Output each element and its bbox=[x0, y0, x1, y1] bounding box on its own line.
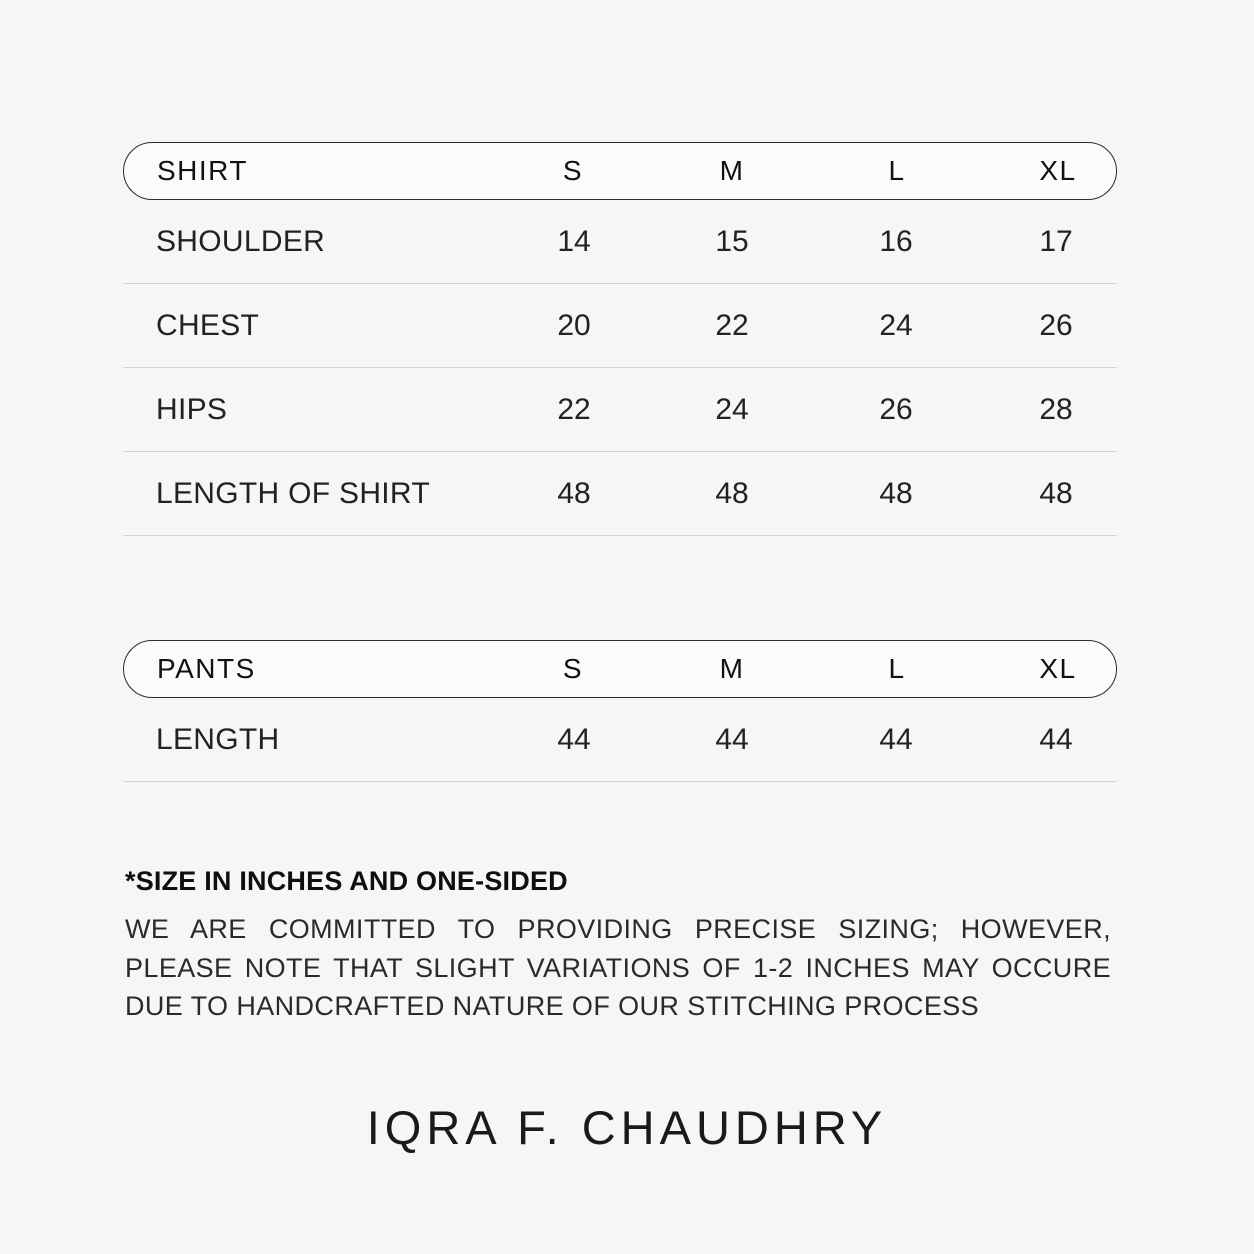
shirt-header-title: SHIRT bbox=[157, 155, 248, 186]
value-m: 22 bbox=[715, 308, 749, 342]
header-size-m: M bbox=[719, 155, 745, 186]
value-s: 44 bbox=[557, 722, 591, 756]
value-m: 44 bbox=[715, 722, 749, 756]
value-xl: 28 bbox=[1039, 392, 1073, 426]
row-label: CHEST bbox=[156, 308, 260, 342]
value-s: 22 bbox=[557, 392, 591, 426]
value-m: 15 bbox=[715, 224, 749, 258]
value-l: 24 bbox=[879, 308, 913, 342]
value-l: 16 bbox=[879, 224, 913, 258]
value-xl: 48 bbox=[1039, 476, 1073, 510]
brand-logo: IQRA F. CHAUDHRY bbox=[366, 1101, 888, 1154]
header-size-s: S bbox=[562, 653, 584, 684]
pants-header-title: PANTS bbox=[157, 653, 256, 684]
value-l: 48 bbox=[879, 476, 913, 510]
header-size-l: L bbox=[888, 155, 906, 186]
table-row-chest bbox=[123, 284, 1117, 368]
shirt-size-table bbox=[123, 142, 1117, 536]
value-m: 48 bbox=[715, 476, 749, 510]
table-row-length bbox=[123, 698, 1117, 782]
row-label: LENGTH OF SHIRT bbox=[156, 476, 430, 510]
value-s: 48 bbox=[557, 476, 591, 510]
table-row-shoulder bbox=[123, 200, 1117, 284]
header-size-xl: XL bbox=[1039, 653, 1077, 684]
row-label: LENGTH bbox=[156, 722, 280, 756]
table-row-hips bbox=[123, 368, 1117, 452]
header-size-m: M bbox=[719, 653, 745, 684]
value-m: 24 bbox=[715, 392, 749, 426]
row-label: HIPS bbox=[156, 392, 228, 426]
header-size-xl: XL bbox=[1039, 155, 1077, 186]
value-xl: 17 bbox=[1039, 224, 1073, 258]
pants-size-table bbox=[123, 640, 1117, 782]
header-size-s: S bbox=[562, 155, 584, 186]
sizing-note-heading: *SIZE IN INCHES AND ONE-SIDED bbox=[125, 866, 568, 896]
row-label: SHOULDER bbox=[156, 224, 326, 258]
header-size-l: L bbox=[888, 653, 906, 684]
value-xl: 26 bbox=[1039, 308, 1073, 342]
sizing-note-body: WE ARE COMMITTED TO PROVIDING PRECISE SIZING; HOWEVER, PLEASE NOTE THAT SLIGHT VARIATIONS OF 1-2 INCHES MAY OCCURE DUE TO HANDCRAFTED NATURE OF OUR STITCHING PROCESS bbox=[125, 914, 1111, 1021]
value-l: 44 bbox=[879, 722, 913, 756]
table-row-length-of-shirt bbox=[123, 452, 1117, 536]
value-l: 26 bbox=[879, 392, 913, 426]
value-s: 20 bbox=[557, 308, 591, 342]
pants-header-row bbox=[123, 640, 1117, 698]
value-s: 14 bbox=[557, 224, 591, 258]
value-xl: 44 bbox=[1039, 722, 1073, 756]
shirt-header-row bbox=[123, 142, 1117, 200]
